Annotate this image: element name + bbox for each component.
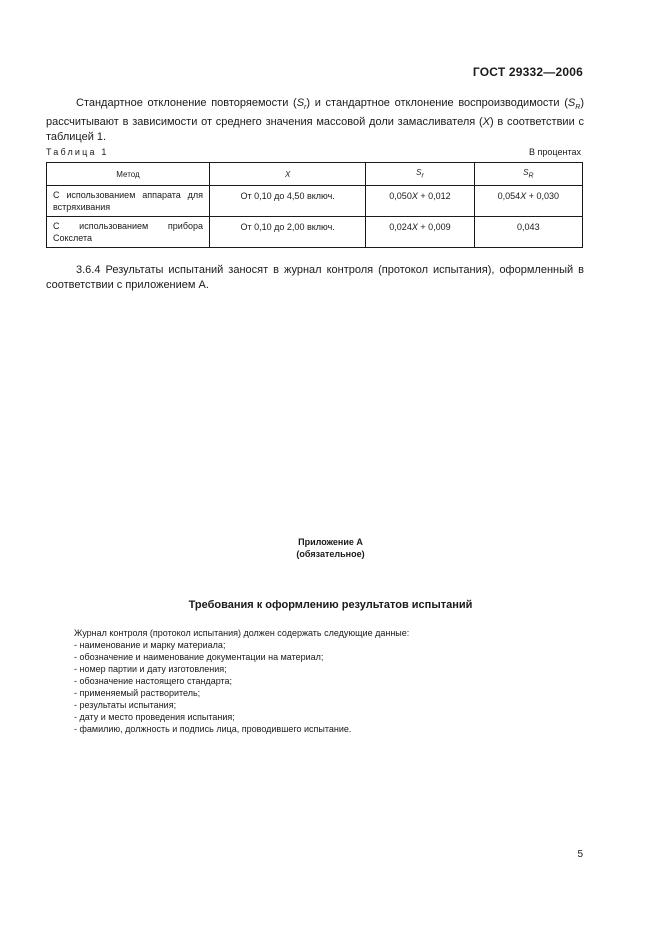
- appendix-heading: [0, 536, 661, 560]
- table-header-row: [47, 163, 583, 186]
- requirements-title: Требования к оформлению результатов испытаний: [188, 599, 473, 611]
- header-sR: [474, 163, 582, 186]
- list-item: - обозначение настоящего стандарта;: [74, 676, 233, 686]
- row1-method: С использованием аппарата для встряхивания: [47, 186, 210, 217]
- table-row: [47, 217, 583, 248]
- requirements-block: [74, 627, 594, 735]
- header-method: Метод: [47, 163, 210, 186]
- intro-text-3: ) рассчитывают в зависимости от среднего значения массовой доли замасливателя (: [46, 97, 584, 129]
- row1-sR: [474, 186, 582, 217]
- list-item: - номер партии и дату изготовления;: [74, 664, 227, 674]
- document-code: ГОСТ 29332—2006: [472, 65, 583, 79]
- appendix-title: Приложение А: [298, 537, 363, 547]
- list-item: - фамилию, должность и подпись лица, проводившего испытание.: [74, 724, 352, 734]
- paragraph-3-6-4-text: 3.6.4 Результаты испытаний заносят в журнал контроля (протокол испытания), оформленный в соответствии с приложением А.: [46, 264, 584, 291]
- header-sR-symbol: S: [523, 168, 529, 178]
- sR-symbol: S: [567, 97, 576, 109]
- header-sr-symbol: S: [416, 168, 422, 178]
- paragraph-3-6-4: [46, 263, 584, 293]
- table-title: Таблица 1: [46, 147, 109, 157]
- table-row: [47, 186, 583, 217]
- list-item: - результаты испытания;: [74, 700, 177, 710]
- row1-sr-const: + 0,012: [417, 191, 451, 201]
- row1-sR-const: + 0,030: [526, 191, 559, 201]
- intro-text-4: ) в соответствии с таблицей 1.: [46, 116, 584, 144]
- list-item: - дату и место проведения испытания;: [74, 712, 235, 722]
- row1-sr-coef: 0,050: [389, 191, 412, 201]
- sr-symbol: S: [296, 97, 305, 109]
- header-sr: [366, 163, 474, 186]
- header-sR-subscript: R: [528, 172, 534, 180]
- sr-subscript: r: [304, 104, 307, 112]
- list-item: - наименование и марку материала;: [74, 640, 226, 650]
- row2-sR: 0,043: [474, 217, 582, 248]
- header-sr-subscript: r: [421, 172, 424, 180]
- requirements-list: [74, 639, 594, 735]
- row1-sr-x: X: [411, 191, 418, 201]
- table-unit: В процентах: [529, 147, 581, 157]
- page-number: 5: [577, 849, 583, 860]
- intro-text-2: ) и стандартное отклонение воспроизводимости (: [306, 97, 568, 109]
- row2-sr-x: X: [411, 222, 418, 232]
- row2-sr: [366, 217, 474, 248]
- header-x-symbol: X: [284, 169, 291, 179]
- results-table: [46, 162, 583, 248]
- list-item: - обозначение и наименование документации на материал;: [74, 652, 324, 662]
- list-item: - применяемый растворитель;: [74, 688, 201, 698]
- row2-method: С использованием прибора Сокслета: [47, 217, 210, 248]
- row1-sR-coef: 0,054: [497, 191, 521, 201]
- intro-text-1: Стандартное отклонение повторяемости (: [76, 97, 297, 109]
- requirements-lead: Журнал контроля (протокол испытания) должен содержать следующие данные:: [74, 628, 410, 638]
- intro-paragraph: [46, 96, 584, 145]
- appendix-status: (обязательное): [296, 549, 365, 559]
- row2-sr-coef: 0,024: [389, 222, 412, 232]
- x-symbol: X: [482, 116, 490, 129]
- row1-sr: [366, 186, 474, 217]
- row2-sr-const: + 0,009: [417, 222, 451, 232]
- sR-subscript: R: [575, 104, 581, 112]
- row2-range: От 0,10 до 2,00 включ.: [210, 217, 366, 248]
- row1-sR-x: X: [520, 191, 527, 201]
- header-x: [210, 163, 366, 186]
- row1-range: От 0,10 до 4,50 включ.: [210, 186, 366, 217]
